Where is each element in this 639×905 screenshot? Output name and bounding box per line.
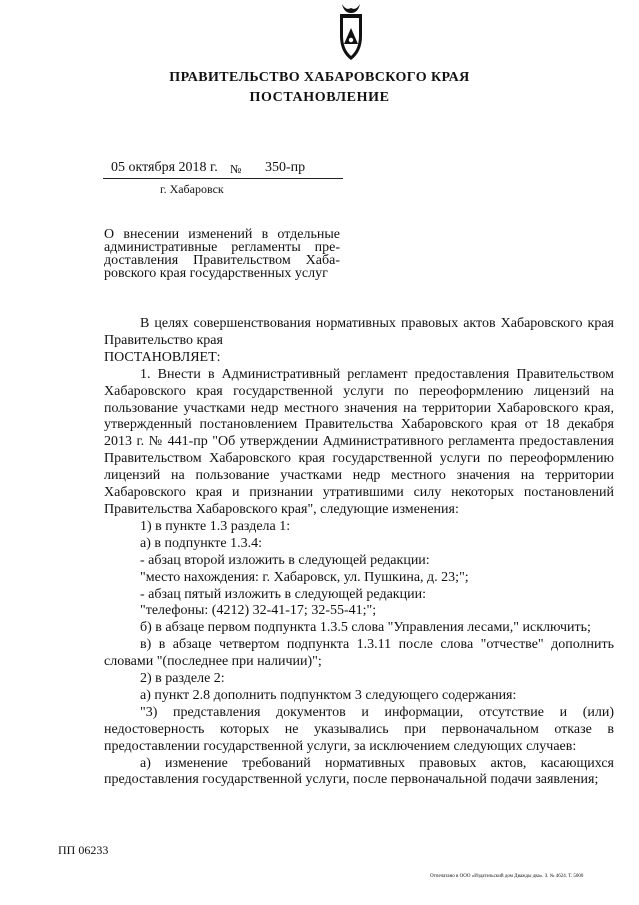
paragraph: ПОСТАНОВЛЯЕТ: [104, 349, 221, 365]
document-type: ПОСТАНОВЛЕНИЕ [249, 90, 390, 105]
coat-of-arms-icon [328, 2, 374, 64]
date-number-line [103, 160, 343, 179]
document-subject [104, 228, 340, 280]
paragraph: В целях совершенствования нормативных правовых актов Хабаровского края Правительство края [104, 316, 614, 348]
paragraph: "3) представления документов и информации, отсутствие и (или) недостоверность которых не указывались при первоначальном отказе в предоставлении государственной услуги, за исключением следующих случаев: [104, 704, 614, 754]
paragraph: а) пункт 2.8 дополнить подпунктом 3 следующего содержания: [140, 687, 517, 703]
subject-line: О внесении изменений в отдельные [104, 227, 340, 242]
paragraph: 2) в разделе 2: [140, 671, 225, 687]
paragraph: - абзац второй изложить в следующей редакции: [140, 552, 430, 568]
paragraph: в) в абзаце четвертом подпункта 1.3.11 после слова "отчестве" дополнить словами "(последнее при наличии)"; [104, 637, 614, 670]
document-body [104, 316, 614, 789]
paragraph: б) в абзаце первом подпункта 1.3.5 слова "Управления лесами," исключить; [140, 620, 591, 636]
number-label: № [230, 162, 242, 176]
paragraph: "место нахождения: г. Хабаровск, ул. Пушкина, д. 23;"; [140, 569, 469, 585]
paragraph: - абзац пятый изложить в следующей редакции: [140, 586, 426, 602]
city: г. Хабаровск [160, 182, 224, 196]
paragraph: 1) в пункте 1.3 раздела 1: [140, 518, 291, 534]
document-number: 350-пр [265, 160, 306, 175]
paragraph: а) в подпункте 1.3.4: [140, 535, 263, 551]
document-code: ПП 06233 [58, 843, 109, 857]
subject-line: ровского края государственных услуг [104, 266, 328, 281]
subject-line: административные регламенты пре- [104, 240, 340, 255]
government-title: ПРАВИТЕЛЬСТВО ХАБАРОВСКОГО КРАЯ [169, 70, 470, 85]
paragraph: "телефоны: (4212) 32-41-17; 32-55-41;"; [140, 603, 377, 619]
printer-note: Отпечатано в ООО «Издательский дом Дважды два». З. № 4624. Т. 5000 [430, 874, 584, 879]
document-date: 05 октября 2018 г. [111, 160, 218, 175]
subject-line: доставления Правительством Хаба- [104, 253, 340, 268]
paragraph: а) изменение требований нормативных правовых актов, касающихся предоставления государственной услуги, после первоначальной подачи заявления; [104, 755, 614, 788]
paragraph: 1. Внести в Административный регламент предоставления Правительством Хабаровского края государственной услуги по переоформлению лицензий на пользование участками недр местного значения на территории Хабаровского края, утвержденный постановлением Правительства Хабаровского края от 18 декабря 2013 г. № 441-пр "Об утверждении Административного регламента предоставления Правительством Хабаровского края государственной услуги по переоформлению лицензий на пользование участками недр местного значения на территории Хабаровского края и признании утратившими силу некоторых постановлений Правительства Хабаровского края", следующие изменения: [104, 366, 614, 517]
